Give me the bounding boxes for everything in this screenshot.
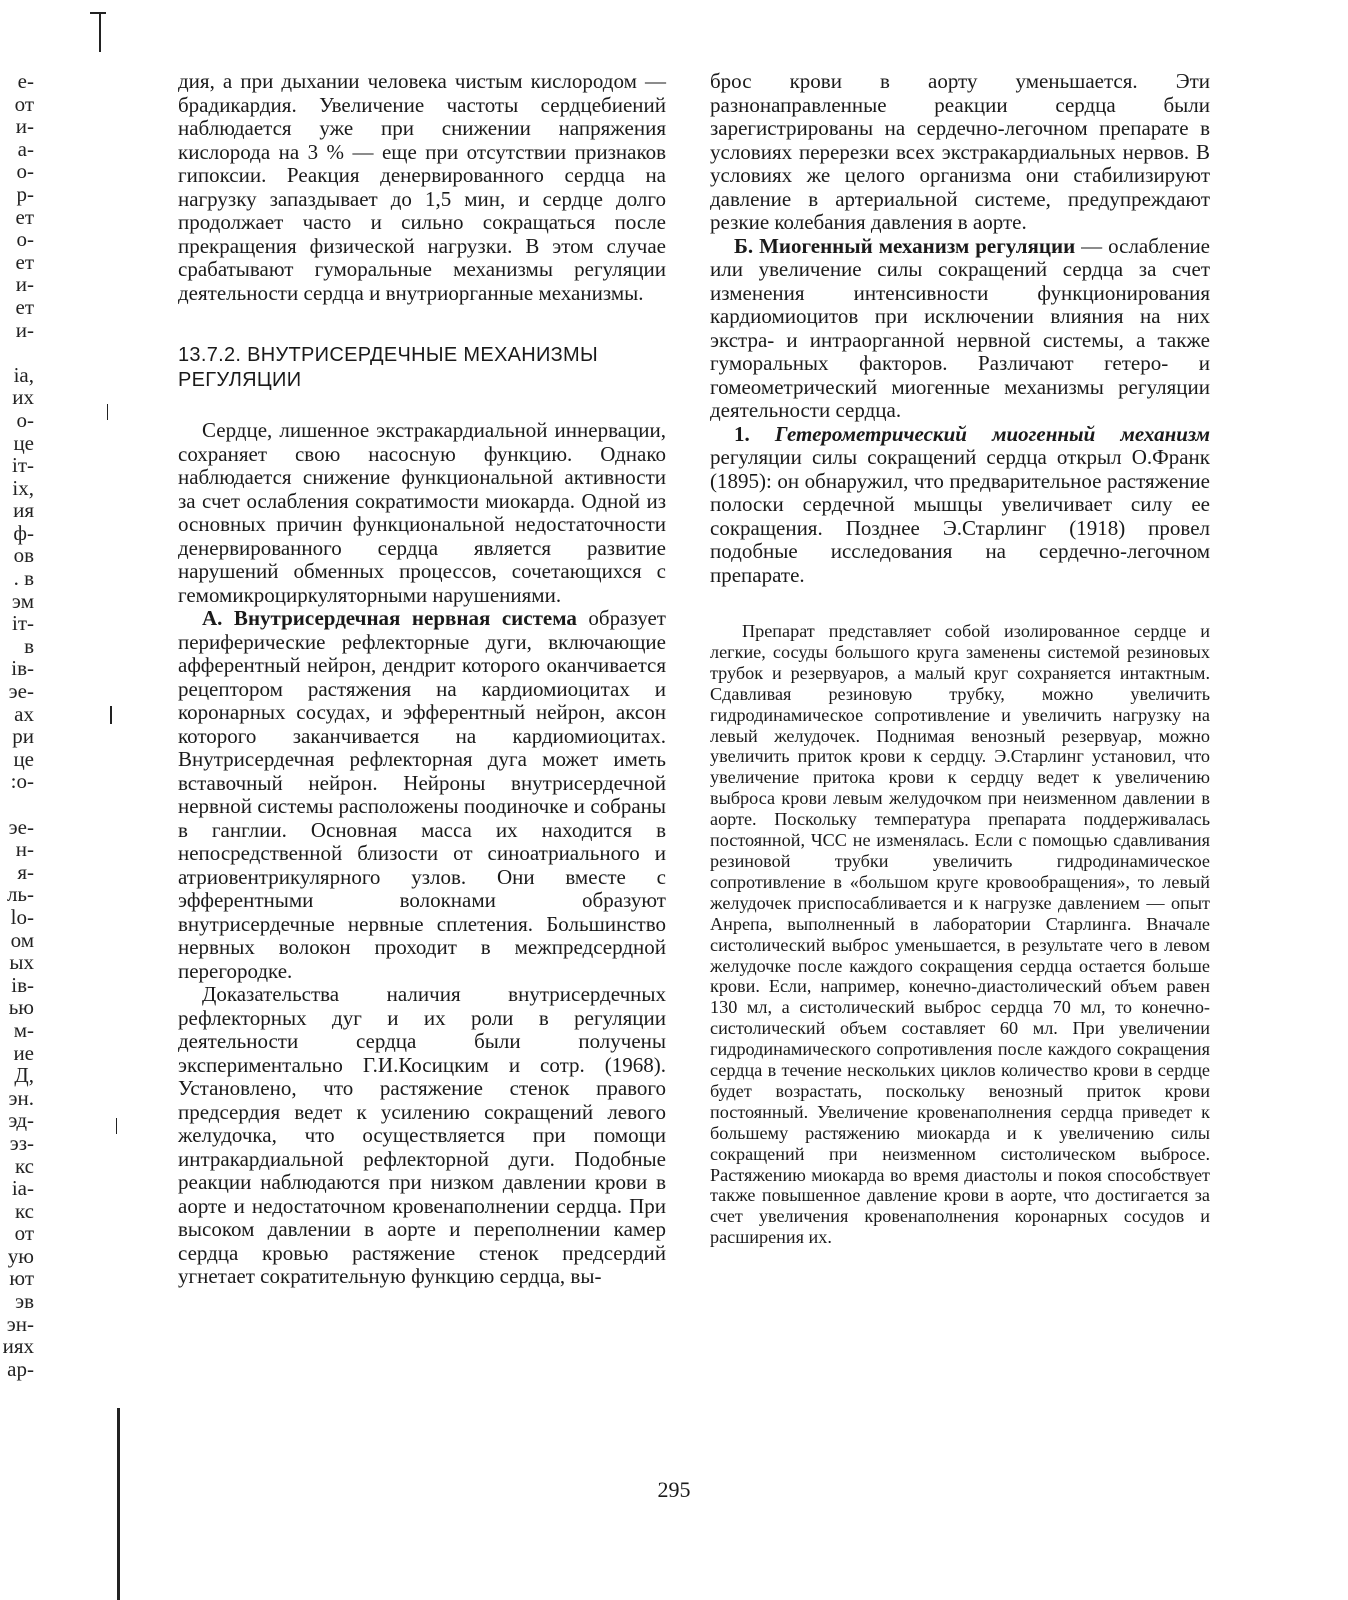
subsection-a-text: образует периферические рефлекторные дуги, включающие афферентный нейрон, дендрит которого оканчивается рецептором растяжения на кардиомиоцитах и коронарных сосудах, и эфферентный нейрон, аксон которого заканчивается на кардиомиоцитах. Внутрисердечная рефлекторная дуга может иметь вставочный нейрон. Нейроны внутрисердечной нервной системы расположены поодиночке и собраны в ганглии. Основная масса их находится в непосредственной близости от синоатриального и атриовентрикулярного узлов. Они вместе с эфферентными волокнами образуют внутрисердечные нервные сплетения. Большинство нервных волокон проходит в межпредсердной перегородке. bbox=[178, 606, 666, 983]
bleed-fragment: и- bbox=[15, 114, 34, 139]
section-heading: 13.7.2. ВНУТРИСЕРДЕЧНЫЕ МЕХАНИЗМЫ РЕГУЛЯЦИИ bbox=[178, 344, 599, 391]
bleed-fragment: ет bbox=[15, 204, 34, 229]
bleed-fragment: а- bbox=[17, 136, 34, 161]
subsection-b-title: Б. Миогенный механизм регуляции bbox=[734, 233, 1076, 258]
bleed-fragment: эв bbox=[15, 1289, 34, 1314]
page-number: 295 bbox=[657, 1477, 691, 1502]
bleed-fragment: о- bbox=[16, 159, 34, 184]
bleed-fragment: м- bbox=[13, 1017, 34, 1042]
bleed-fragment: ia, bbox=[13, 362, 34, 387]
bleed-fragment: в bbox=[24, 633, 34, 658]
bleed-fragment: их bbox=[12, 385, 34, 410]
bleed-fragment: эз- bbox=[9, 1130, 34, 1155]
bleed-fragment: ів- bbox=[11, 656, 34, 681]
bleed-fragment: ф- bbox=[13, 520, 34, 545]
bleed-fragment: эн- bbox=[6, 1311, 34, 1336]
bleed-fragment: н- bbox=[15, 837, 34, 862]
bleed-fragment: іт- bbox=[11, 453, 34, 478]
bleed-fragment bbox=[0, 793, 34, 816]
bleed-fragment: ую bbox=[7, 1243, 34, 1268]
binding-mark-1 bbox=[107, 404, 108, 420]
bleed-fragment: ом bbox=[10, 927, 34, 952]
subsection-a-paragraph bbox=[178, 607, 666, 983]
bleed-fragment: кс bbox=[14, 1198, 34, 1223]
bleed-fragment: ие bbox=[13, 1040, 34, 1065]
bleed-fragment: эе- bbox=[8, 814, 34, 839]
bleed-fragment: р- bbox=[16, 181, 34, 206]
bleed-fragment: е- bbox=[17, 70, 34, 93]
bleed-fragment: и- bbox=[15, 317, 34, 342]
bleed-fragment: ри bbox=[12, 724, 34, 749]
bleed-fragment: от bbox=[14, 1221, 34, 1246]
bleed-fragment: и- bbox=[15, 272, 34, 297]
bleed-fragment: эд- bbox=[8, 1108, 34, 1133]
binding-mark-edge bbox=[117, 1408, 120, 1600]
bleed-fragment: ых bbox=[9, 950, 34, 975]
bleed-fragment: о- bbox=[16, 407, 34, 432]
bleed-fragment: lo- bbox=[10, 904, 34, 929]
bleed-fragment: о- bbox=[16, 227, 34, 252]
bleed-fragment: іх, bbox=[12, 475, 34, 500]
bleed-fragment: іа- bbox=[11, 1176, 34, 1201]
bleed-fragment: ия bbox=[13, 498, 34, 523]
right-continuation-paragraph: брос крови в аорту уменьшается. Эти разнонаправленные реакции сердца были зарегистрированы на сердечно-легочном препарате в условиях перерезки всех экстракардиальных нервов. В условиях же целого организма они стабилизируют давление в артериальной системе, предупреждают резкие колебания давления в аорте. bbox=[710, 69, 1210, 234]
item-1-number: 1. bbox=[734, 421, 775, 446]
item-1-paragraph bbox=[710, 423, 1210, 588]
item-1-text: регуляции силы сокращений сердца открыл О.Франк (1895): он обнаружил, что предварительное растяжение полоски сердечной мышцы увеличивает силу ее сокращения. Позднее Э.Старлинг (1918) провел подобные исследования на сердечно-легочном препарате. bbox=[710, 445, 1210, 587]
bleed-fragment: иях bbox=[2, 1334, 34, 1359]
right-column bbox=[710, 70, 1210, 1248]
bleed-fragment: я- bbox=[17, 859, 34, 884]
small-print-note: Препарат представляет собой изолированное сердце и легкие, сосуды большого круга заменены системой резиновых трубок и резервуаров, а малый круг сохраняется интактным. Сдавливая резиновую трубку, можно увеличить гидродинамическое сопротивление и увеличить нагрузку на левый желудочек. Поднимая венозный резервуар, можно увеличить приток крови к сердцу. Э.Старлинг установил, что увеличение притока крови к сердцу ведет к увеличению выброса крови левым желудочком при неизменном давлении в аорте. Поскольку температура препарата поддерживалась постоянной, ЧСС не изменялась. Если с помощью сдавливания резиновой трубки увеличить гидродинамическое сопротивление в «большом круге кровообращения», то левый желудочек приспосабливается и к нагрузке давлением — опыт Анрепа, выполненный в лаборатории Старлинга. Вначале систолический выброс уменьшается, в результате чего в левом желудочке после каждого сокращения сердца остается больше крови. Если, например, конечно-диастолический объем равен 130 мл, а систолический выброс сердца 70 мл, то конечно-систолический объем составляет 60 мл. При увеличении гидродинамического сопротивления после каждого сокращения сердца в течение нескольких циклов количество крови в сердце будет возрастать, поскольку венозный приток крови постоянный. Увеличение кровенаполнения сердца приведет к большему растяжению миокарда и к увеличению силы сокращений при неизменном систолическом выбросе. Растяжению миокарда во время диастолы и покоя способствует также повышенное давление крови в аорте, что достигается за счет увеличения кровенаполнения коронарных сосудов и расширения их. bbox=[710, 621, 1210, 1248]
bleed-fragment: ью bbox=[8, 995, 34, 1020]
previous-page-bleed bbox=[0, 70, 34, 1450]
bleed-fragment: ів- bbox=[11, 972, 34, 997]
binding-mark-2 bbox=[110, 706, 112, 724]
bleed-fragment: ет bbox=[15, 294, 34, 319]
bleed-fragment: Д, bbox=[14, 1063, 34, 1088]
bleed-fragment bbox=[0, 341, 34, 364]
intro-paragraph: Сердце, лишенное экстракардиальной иннервации, сохраняет свою насосную функцию. Однако наблюдается снижение функциональной активности за счет ослабления сократимости миокарда. Одной из основных причин функциональной недостаточности денервированного сердца является развитие нарушений обменных процессов, сочетающихся с гемомикроциркуляторными нарушениями. bbox=[178, 418, 666, 607]
subsection-b-text: — ослабление или увеличение силы сокращений сердца за счет изменения интенсивности функционирования кардиомиоцитов при исключении влияния на них экстра- и интраорганной нервной системы, а также гуморальных факторов. Различают гетеро- и гомеометрический миогенные механизмы регуляции деятельности сердца. bbox=[710, 233, 1211, 422]
subsection-b-paragraph bbox=[710, 235, 1210, 423]
item-1-title: Гетерометрический миогенный механизм bbox=[774, 421, 1210, 446]
binding-mark-3 bbox=[116, 1118, 117, 1134]
binding-mark-top bbox=[99, 12, 101, 52]
left-continuation-paragraph: дия, а при дыхании человека чистым кислородом — брадикардия. Увеличение частоты сердцебиений наблюдается уже при снижении напряжения кислорода на 3 % — еще при отсутствии признаков гипоксии. Реакция денервированного сердца на нагрузку запаздывает до 1,5 мин, и сердце долго продолжает часто и сильно сокращаться после прекращения физической нагрузки. В этом случае срабатывают гуморальные механизмы регуляции деятельности сердца и внутриорганные механизмы. bbox=[178, 69, 666, 305]
bleed-fragment: ль- bbox=[6, 882, 34, 907]
bleed-fragment: це bbox=[13, 430, 34, 455]
bleed-fragment: от bbox=[14, 91, 34, 116]
subsection-a-title: А. Внутрисердечная нервная система bbox=[202, 606, 577, 630]
bleed-fragment: це bbox=[13, 746, 34, 771]
bleed-fragment: ет bbox=[15, 249, 34, 274]
bleed-fragment: эм bbox=[11, 588, 34, 613]
bleed-fragment: ов bbox=[13, 543, 34, 568]
left-column bbox=[178, 70, 666, 1289]
bleed-fragment: :о- bbox=[10, 769, 34, 794]
bleed-fragment: кс bbox=[14, 1153, 34, 1178]
bleed-fragment: ар- bbox=[7, 1356, 34, 1381]
evidence-paragraph: Доказательства наличия внутрисердечных рефлекторных дуг и их роли в регуляции деятельности сердца были получены экспериментально Г.И.Косицким и сотр. (1968). Установлено, что растяжение стенок правого предсердия ведет к усилению сокращений левого желудочка, что осуществляется при помощи интракардиальной рефлекторной дуги. Подобные реакции наблюдаются при низком давлении крови в аорте и недостаточном кровенаполнении сердца. При высоком давлении в аорте и переполнении камер сердца кровью растяжение стенок предсердий угнетает сократительную функцию сердца, вы- bbox=[178, 982, 666, 1288]
bleed-fragment: ют bbox=[9, 1266, 34, 1291]
bleed-fragment: эн. bbox=[8, 1085, 34, 1110]
bleed-fragment: эе- bbox=[8, 679, 34, 704]
bleed-fragment: іт- bbox=[11, 611, 34, 636]
binding-mark-top-cap bbox=[90, 12, 106, 14]
bleed-fragment: . в bbox=[13, 566, 34, 591]
bleed-fragment: ах bbox=[14, 701, 34, 726]
